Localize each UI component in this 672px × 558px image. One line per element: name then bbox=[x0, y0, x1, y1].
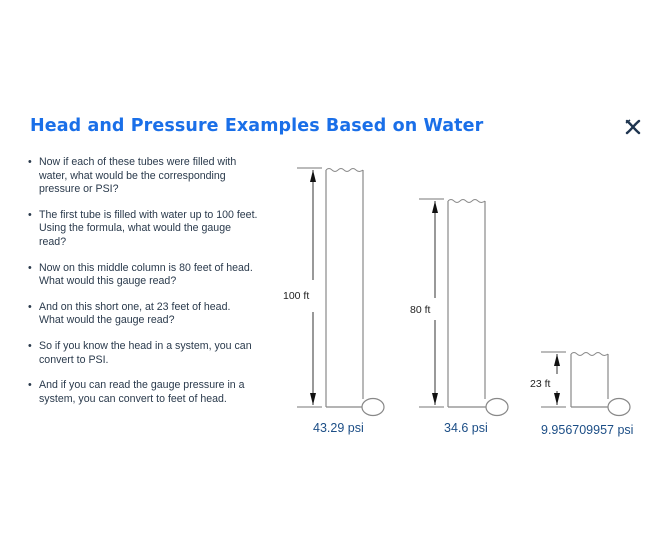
height-label: 23 ft bbox=[530, 378, 551, 390]
slide-title: Head and Pressure Examples Based on Water bbox=[30, 116, 484, 136]
tube-100ft bbox=[297, 168, 384, 416]
bullet-item: • Now on this middle column is 80 feet of head. What would this gauge read? bbox=[28, 262, 258, 289]
bullet-item: • Now if each of these tubes were filled with water, what would be the corresponding pressure or PSI? bbox=[28, 156, 258, 197]
pressure-label: 34.6 psi bbox=[444, 421, 488, 435]
tube-23ft bbox=[541, 352, 630, 416]
gauge-icon bbox=[608, 399, 630, 416]
height-label: 80 ft bbox=[410, 304, 431, 316]
bullet-item: • And if you can read the gauge pressure in a system, you can convert to feet of head. bbox=[28, 379, 258, 406]
pressure-label: 43.29 psi bbox=[313, 421, 364, 435]
tube-80ft bbox=[419, 199, 508, 416]
bullet-item: • The first tube is filled with water up to 100 feet. Using the formula, what would the gauge read? bbox=[28, 209, 258, 250]
pressure-label: 9.956709957 psi bbox=[541, 423, 634, 437]
gauge-icon bbox=[486, 399, 508, 416]
height-label: 100 ft bbox=[283, 290, 310, 302]
bullet-item: • And on this short one, at 23 feet of head. What would the gauge read? bbox=[28, 301, 258, 328]
gauge-icon bbox=[362, 399, 384, 416]
bullet-item: • So if you know the head in a system, you can convert to PSI. bbox=[28, 340, 258, 367]
